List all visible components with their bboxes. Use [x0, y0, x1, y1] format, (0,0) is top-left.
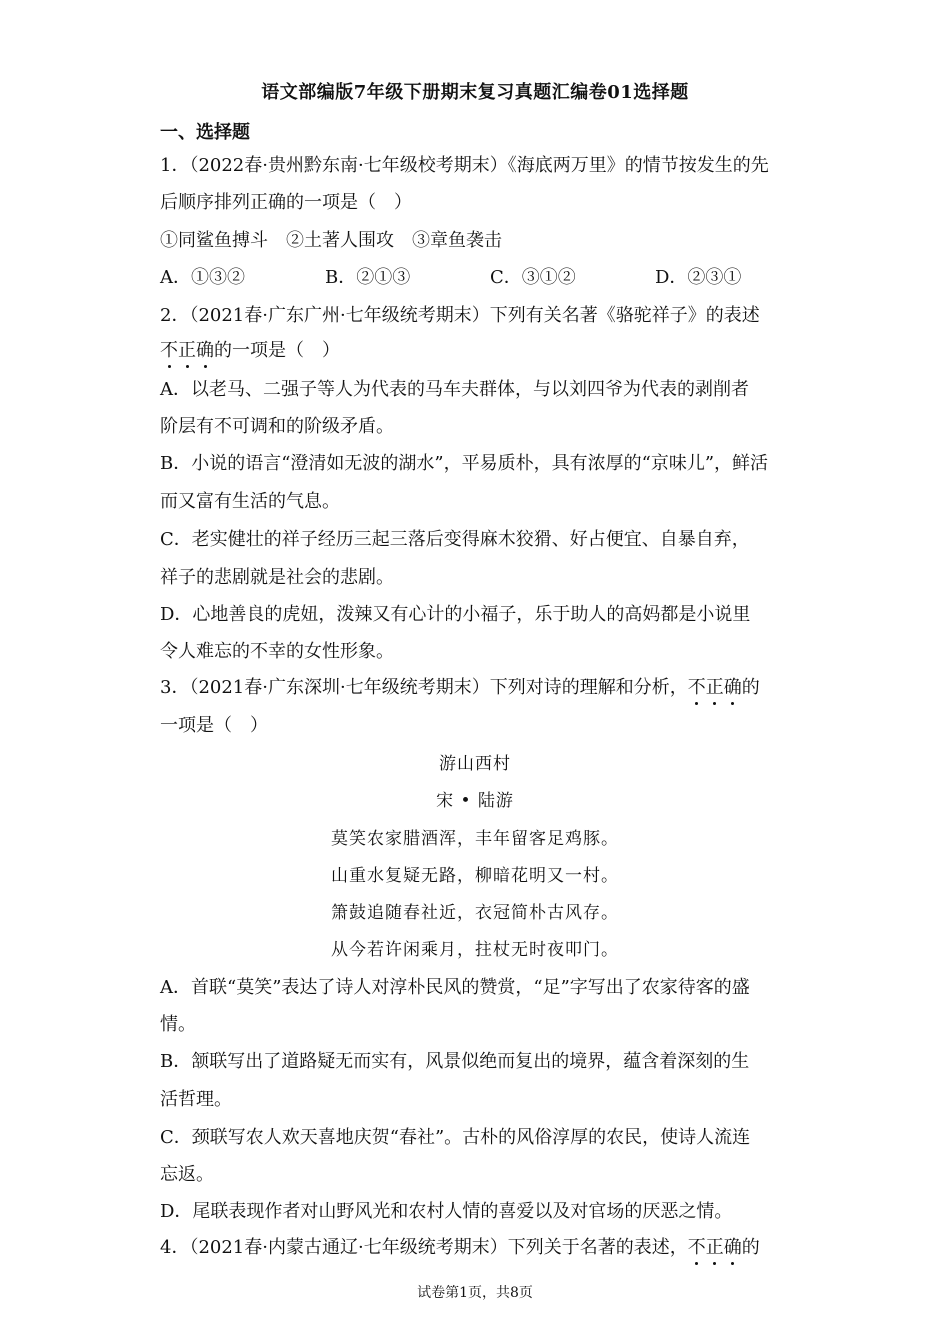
q2-option-c-line-2: 祥子的悲剧就是社会的悲剧。	[160, 567, 394, 588]
q2-stem-line-2	[160, 339, 340, 363]
q2-option-d-line-2: 令人难忘的不幸的女性形象。	[160, 641, 394, 662]
page-footer: 试卷第1页，共8页	[417, 1285, 533, 1301]
poem-author: 宋 • 陆游	[436, 791, 514, 811]
emphasis-char: 不	[687, 677, 706, 698]
q3-option-b-line-1: B．颔联写出了道路疑无而实有，风景似绝而复出的境界，蕴含着深刻的生	[160, 1051, 750, 1072]
emphasis-char: 确	[723, 677, 742, 698]
q1-option-c: C．③①②	[490, 267, 576, 288]
q3-option-a-line-1: A．首联“莫笑”表达了诗人对淳朴民风的赞赏，“足”字写出了农家待客的盛	[160, 977, 750, 998]
q1-option-b: B．②①③	[325, 267, 411, 288]
emphasis-char: 不	[160, 340, 178, 361]
emphasis-char: 确	[723, 1237, 742, 1258]
q4-stem-line-1	[160, 1236, 760, 1260]
q3-stem-text: 3．（2021春·广东深圳·七年级统考期末）下列对诗的理解和分析，	[160, 677, 688, 698]
q3-stem-line-1	[160, 676, 760, 700]
q3-option-b-line-2: 活哲理。	[160, 1089, 232, 1110]
q2-option-a-line-2: 阶层有不可调和的阶级矛盾。	[160, 416, 394, 437]
q1-events: ①同鲨鱼搏斗 ②土著人围攻 ③章鱼袭击	[160, 230, 502, 251]
poem-line: 山重水复疑无路，柳暗花明又一村。	[331, 866, 619, 886]
q3-stem-rest: 的	[741, 677, 760, 698]
q1-option-d: D．②③①	[655, 267, 742, 288]
q1-stem-line-1: 1．（2022春·贵州黔东南·七年级校考期末）《海底两万里》的情节按发生的先	[160, 155, 769, 176]
poem-title: 游山西村	[439, 754, 511, 774]
section-heading: 一、选择题	[160, 122, 250, 143]
q2-option-d-line-1: D．心地善良的虎妞，泼辣又有心计的小福子，乐于助人的高妈都是小说里	[160, 604, 751, 625]
q1-stem-line-2: 后顺序排列正确的一项是（ ）	[160, 192, 412, 213]
q2-stem-line-1: 2．（2021春·广东广州·七年级统考期末）下列有关名著《骆驼祥子》的表述	[160, 305, 760, 326]
q2-option-a-line-1: A．以老马、二强子等人为代表的马车夫群体，与以刘四爷为代表的剥削者	[160, 379, 749, 400]
emphasis-char: 正	[705, 677, 724, 698]
emphasis-char: 不	[687, 1237, 706, 1258]
q2-option-c-line-1: C．老实健壮的祥子经历三起三落后变得麻木狡猾、好占便宜、自暴自弃，	[160, 529, 750, 550]
poem-line: 莫笑农家腊酒浑，丰年留客足鸡豚。	[331, 829, 619, 849]
q4-stem-text: 4．（2021春·内蒙古通辽·七年级统考期末）下列关于名著的表述，	[160, 1237, 688, 1258]
q2-option-b-line-1: B．小说的语言“澄清如无波的湖水”，平易质朴，具有浓厚的“京味儿”，鲜活	[160, 453, 769, 474]
q3-stem-line-2: 一项是（ ）	[160, 715, 268, 736]
poem-line: 从今若许闲乘月，拄杖无时夜叩门。	[331, 940, 619, 960]
q3-option-a-line-2: 情。	[160, 1014, 196, 1035]
q4-stem-rest: 的	[741, 1237, 760, 1258]
q2-option-b-line-2: 而又富有生活的气息。	[160, 491, 340, 512]
emphasis-char: 正	[178, 340, 196, 361]
q1-options	[160, 266, 820, 290]
q3-option-d: D．尾联表现作者对山野风光和农村人情的喜爱以及对官场的厌恶之情。	[160, 1201, 733, 1222]
q3-option-c-line-2: 忘返。	[160, 1164, 214, 1185]
emphasis-char: 确	[196, 340, 214, 361]
document-title: 语文部编版7年级下册期末复习真题汇编卷01选择题	[261, 82, 689, 103]
q1-option-a: A．①③②	[160, 267, 245, 288]
emphasis-char: 正	[705, 1237, 724, 1258]
q3-option-c-line-1: C．颈联写农人欢天喜地庆贺“春社”。古朴的风俗淳厚的农民，使诗人流连	[160, 1127, 751, 1148]
q2-stem-rest: 的一项是（ ）	[214, 340, 340, 361]
poem-line: 箫鼓追随春社近，衣冠简朴古风存。	[331, 903, 619, 923]
